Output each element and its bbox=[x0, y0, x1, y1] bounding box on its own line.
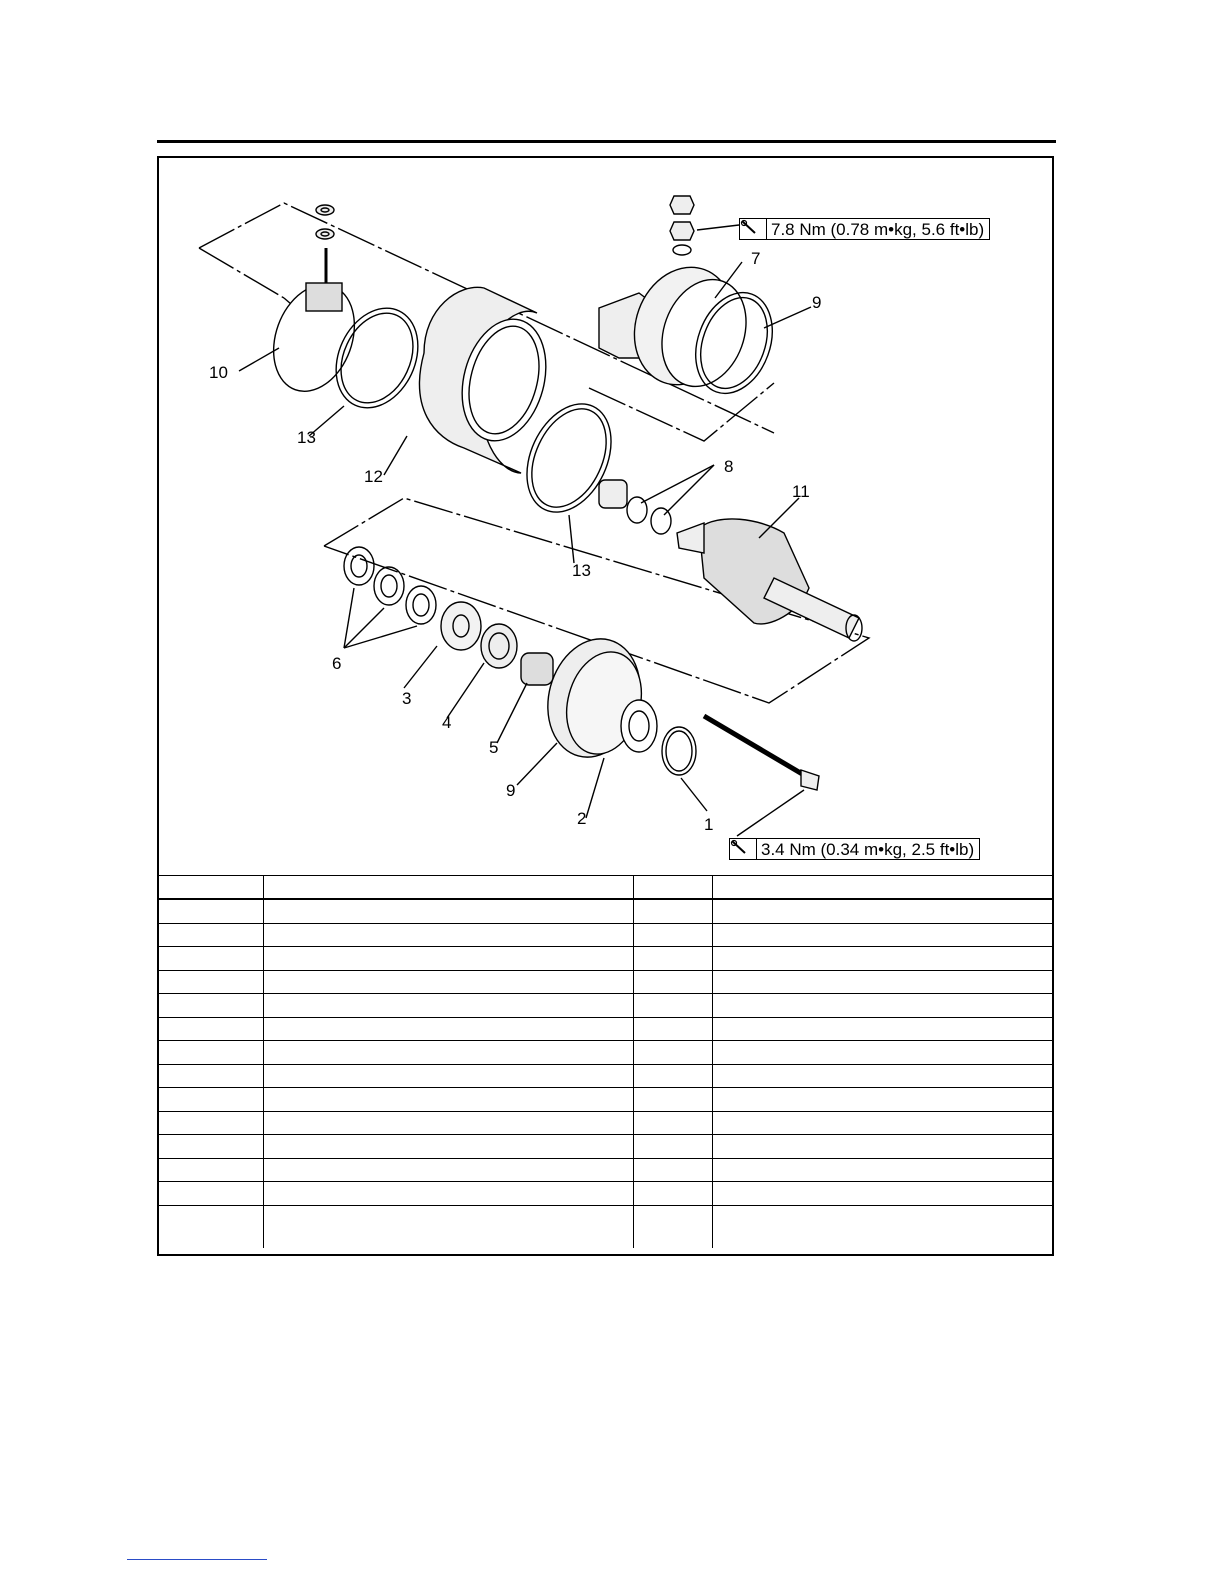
upper-torque-spec bbox=[739, 218, 990, 240]
lower-torque-spec bbox=[729, 838, 980, 860]
table-row bbox=[159, 1041, 1052, 1065]
exploded-view bbox=[159, 158, 1052, 876]
callout-10: 10 bbox=[209, 363, 228, 382]
table-row bbox=[159, 1064, 1052, 1088]
starter-motor-exploded-svg bbox=[159, 158, 1052, 876]
callout-9-rear: 9 bbox=[506, 781, 516, 800]
table-row bbox=[159, 1017, 1052, 1041]
table-row bbox=[159, 947, 1052, 971]
table-row bbox=[159, 1158, 1052, 1182]
callout-7: 7 bbox=[751, 249, 761, 268]
callout-11: 11 bbox=[792, 482, 810, 501]
table-row bbox=[159, 1135, 1052, 1159]
callout-2: 2 bbox=[577, 809, 587, 828]
callout-8: 8 bbox=[724, 457, 734, 476]
table-header-row bbox=[159, 876, 1052, 900]
footer-rule bbox=[127, 1559, 267, 1560]
table-row bbox=[159, 1088, 1052, 1112]
torque-wrench-icon bbox=[740, 219, 767, 239]
callout-13-upper: 13 bbox=[297, 428, 316, 447]
callout-4: 4 bbox=[442, 713, 452, 732]
callout-13-lower: 13 bbox=[572, 561, 591, 580]
table-row bbox=[159, 899, 1052, 923]
callout-12: 12 bbox=[364, 467, 383, 486]
callout-9-front: 9 bbox=[812, 293, 822, 312]
callout-1: 1 bbox=[704, 815, 714, 834]
diagram-frame bbox=[157, 156, 1054, 1256]
callout-6: 6 bbox=[332, 654, 342, 673]
table-row bbox=[159, 970, 1052, 994]
upper-torque-value: 7.8 Nm (0.78 m•kg, 5.6 ft•lb) bbox=[771, 219, 985, 239]
torque-wrench-icon bbox=[730, 839, 757, 859]
table-row bbox=[159, 923, 1052, 947]
table-row bbox=[159, 1111, 1052, 1135]
header-rule bbox=[157, 140, 1056, 143]
callout-3: 3 bbox=[402, 689, 412, 708]
table-row bbox=[159, 1182, 1052, 1206]
table-row bbox=[159, 1205, 1052, 1248]
lower-torque-value: 3.4 Nm (0.34 m•kg, 2.5 ft•lb) bbox=[761, 839, 975, 859]
callout-5: 5 bbox=[489, 738, 499, 757]
parts-table bbox=[159, 875, 1052, 1248]
table-row bbox=[159, 994, 1052, 1018]
